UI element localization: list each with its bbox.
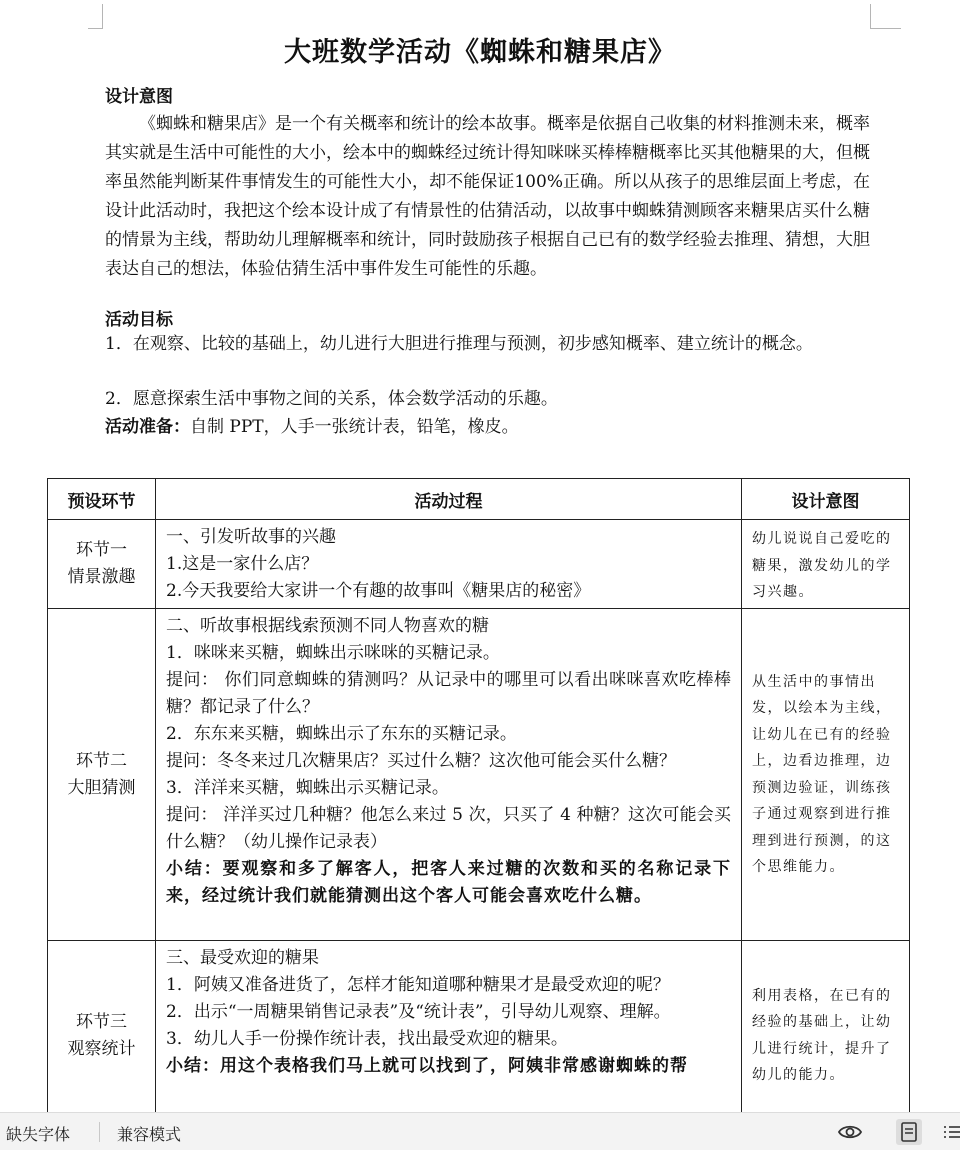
process-cell [156,520,742,609]
design-intent-text: 《蜘蛛和糖果店》是一个有关概率和统计的绘本故事。概率是依据自己收集的材料推测未来，概率其实就是生活中可能性的大小，绘本中的蜘蛛经过统计得知咪咪买棒棒糖概率比买其他糖果的大，但概率虽然能判断某件事情发生的可能性大小，却不能保证100%正确。所以从孩子的思维层面上考虑，在设计此活动时，我把这个绘本设计成了有情景性的估猜活动，以故事中蜘蛛猜测顾客来糖果店买什么糖的情景为主线，帮助幼儿理解概率和统计，同时鼓励孩子根据自己已有的数学经验去推理、猜想，大胆表达自己的想法，体验估猜生活中事件发生可能性的乐趣。 [105,114,870,279]
activity-table [47,478,910,1112]
table-header-row [48,479,910,520]
intent-cell: 幼儿说说自己爱吃的糖果，激发幼儿的学习兴趣。 [742,520,910,609]
process-summary: 小结：要观察和多了解客人，把客人来过糖的次数和买的名称记录下来，经过统计我们就能猜测出这个客人可能会喜欢吃什么糖。 [166,859,731,906]
process-line: 2.今天我要给大家讲一个有趣的故事叫《糖果店的秘密》 [166,581,591,601]
preparation-text: 自制 PPT，人手一张统计表，铅笔，橡皮。 [190,417,519,437]
goal-item-1: 1．在观察、比较的基础上，幼儿进行大胆进行推理与预测，初步感知概率、建立统计的概念。 [105,334,813,354]
process-line: 提问：冬冬来过几次糖果店？买过什么糖？这次他可能会买什么糖？ [166,751,676,771]
eye-icon[interactable] [837,1119,863,1145]
status-divider [99,1122,100,1142]
stage-label: 环节二 [76,750,127,771]
process-line: 1．阿姨又准备进货了，怎样才能知道哪种糖果才是最受欢迎的呢？ [166,975,670,995]
process-cell [156,609,742,941]
process-line: 2．东东来买糖，蜘蛛出示了东东的买糖记录。 [166,724,517,744]
process-summary: 小结：用这个表格我们马上就可以找到了，阿姨非常感谢蜘蛛的帮 [166,1056,688,1076]
process-line: 提问： 洋洋买过几种糖？他怎么来过 5 次，只买了 4 种糖？这次可能会买什么糖？（幼儿操作记录表） [166,805,731,852]
compat-mode-label: 兼容模式 [117,1125,182,1144]
process-line: 二、听故事根据线索预测不同人物喜欢的糖 [166,616,489,636]
preparation-label: 活动准备： [105,417,190,437]
design-intent-paragraph [105,110,870,284]
stage-cell [48,609,156,941]
stage-label: 环节一 [76,540,127,560]
stage-cell [48,520,156,609]
table-row [48,941,910,1113]
stage-name: 观察统计 [67,1038,136,1059]
process-line: 一、引发听故事的兴趣 [166,527,336,547]
header-process: 活动过程 [156,479,742,520]
stage-cell [48,941,156,1113]
stage-label: 环节三 [76,1011,127,1032]
intent-cell: 利用表格，在已有的经验的基础上，让幼儿进行统计，提升了幼儿的能力。 [742,941,910,1113]
heading-design-intent: 设计意图 [105,87,173,107]
header-stage: 预设环节 [48,479,156,520]
intent-cell: 从生活中的事情出发，以绘本为主线，让幼儿在已有的经验上，边看边推理，边预测边验证，训练孩子通过观察到进行推理到进行预测，的这个思维能力。 [742,609,910,941]
process-line: 提问： 你们同意蜘蛛的猜测吗？从记录中的哪里可以看出咪咪喜欢吃棒棒糖？都记录了什么？ [166,670,731,717]
process-line: 1.这是一家什么店？ [166,554,319,574]
header-intent: 设计意图 [742,479,910,520]
document-title: 大班数学活动《蜘蛛和糖果店》 [284,37,676,68]
process-cell [156,941,742,1113]
outline-view-icon[interactable] [940,1119,960,1145]
table-row [48,520,910,609]
process-line: 三、最受欢迎的糖果 [166,948,319,968]
stage-name: 情景激趣 [67,567,136,587]
heading-activity-goals: 活动目标 [105,310,173,330]
missing-fonts-button[interactable]: 缺失字体 [6,1125,71,1144]
process-line: 2．出示“一周糖果销售记录表”及“统计表”，引导幼儿观察、理解。 [166,1002,671,1022]
process-line: 3．幼儿人手一份操作统计表，找出最受欢迎的糖果。 [166,1029,568,1049]
page-corner-mark [870,4,901,29]
activity-preparation [105,413,870,442]
table-row [48,609,910,941]
process-line: 1．咪咪来买糖，蜘蛛出示咪咪的买糖记录。 [166,643,500,663]
page-view-icon[interactable] [896,1119,922,1145]
status-bar [0,1112,960,1150]
page-corner-mark [88,4,103,29]
stage-name: 大胆猜测 [67,777,136,798]
process-line: 3．洋洋来买糖，蜘蛛出示买糖记录。 [166,778,449,798]
goal-item-2: 2．愿意探索生活中事物之间的关系，体会数学活动的乐趣。 [105,389,558,409]
